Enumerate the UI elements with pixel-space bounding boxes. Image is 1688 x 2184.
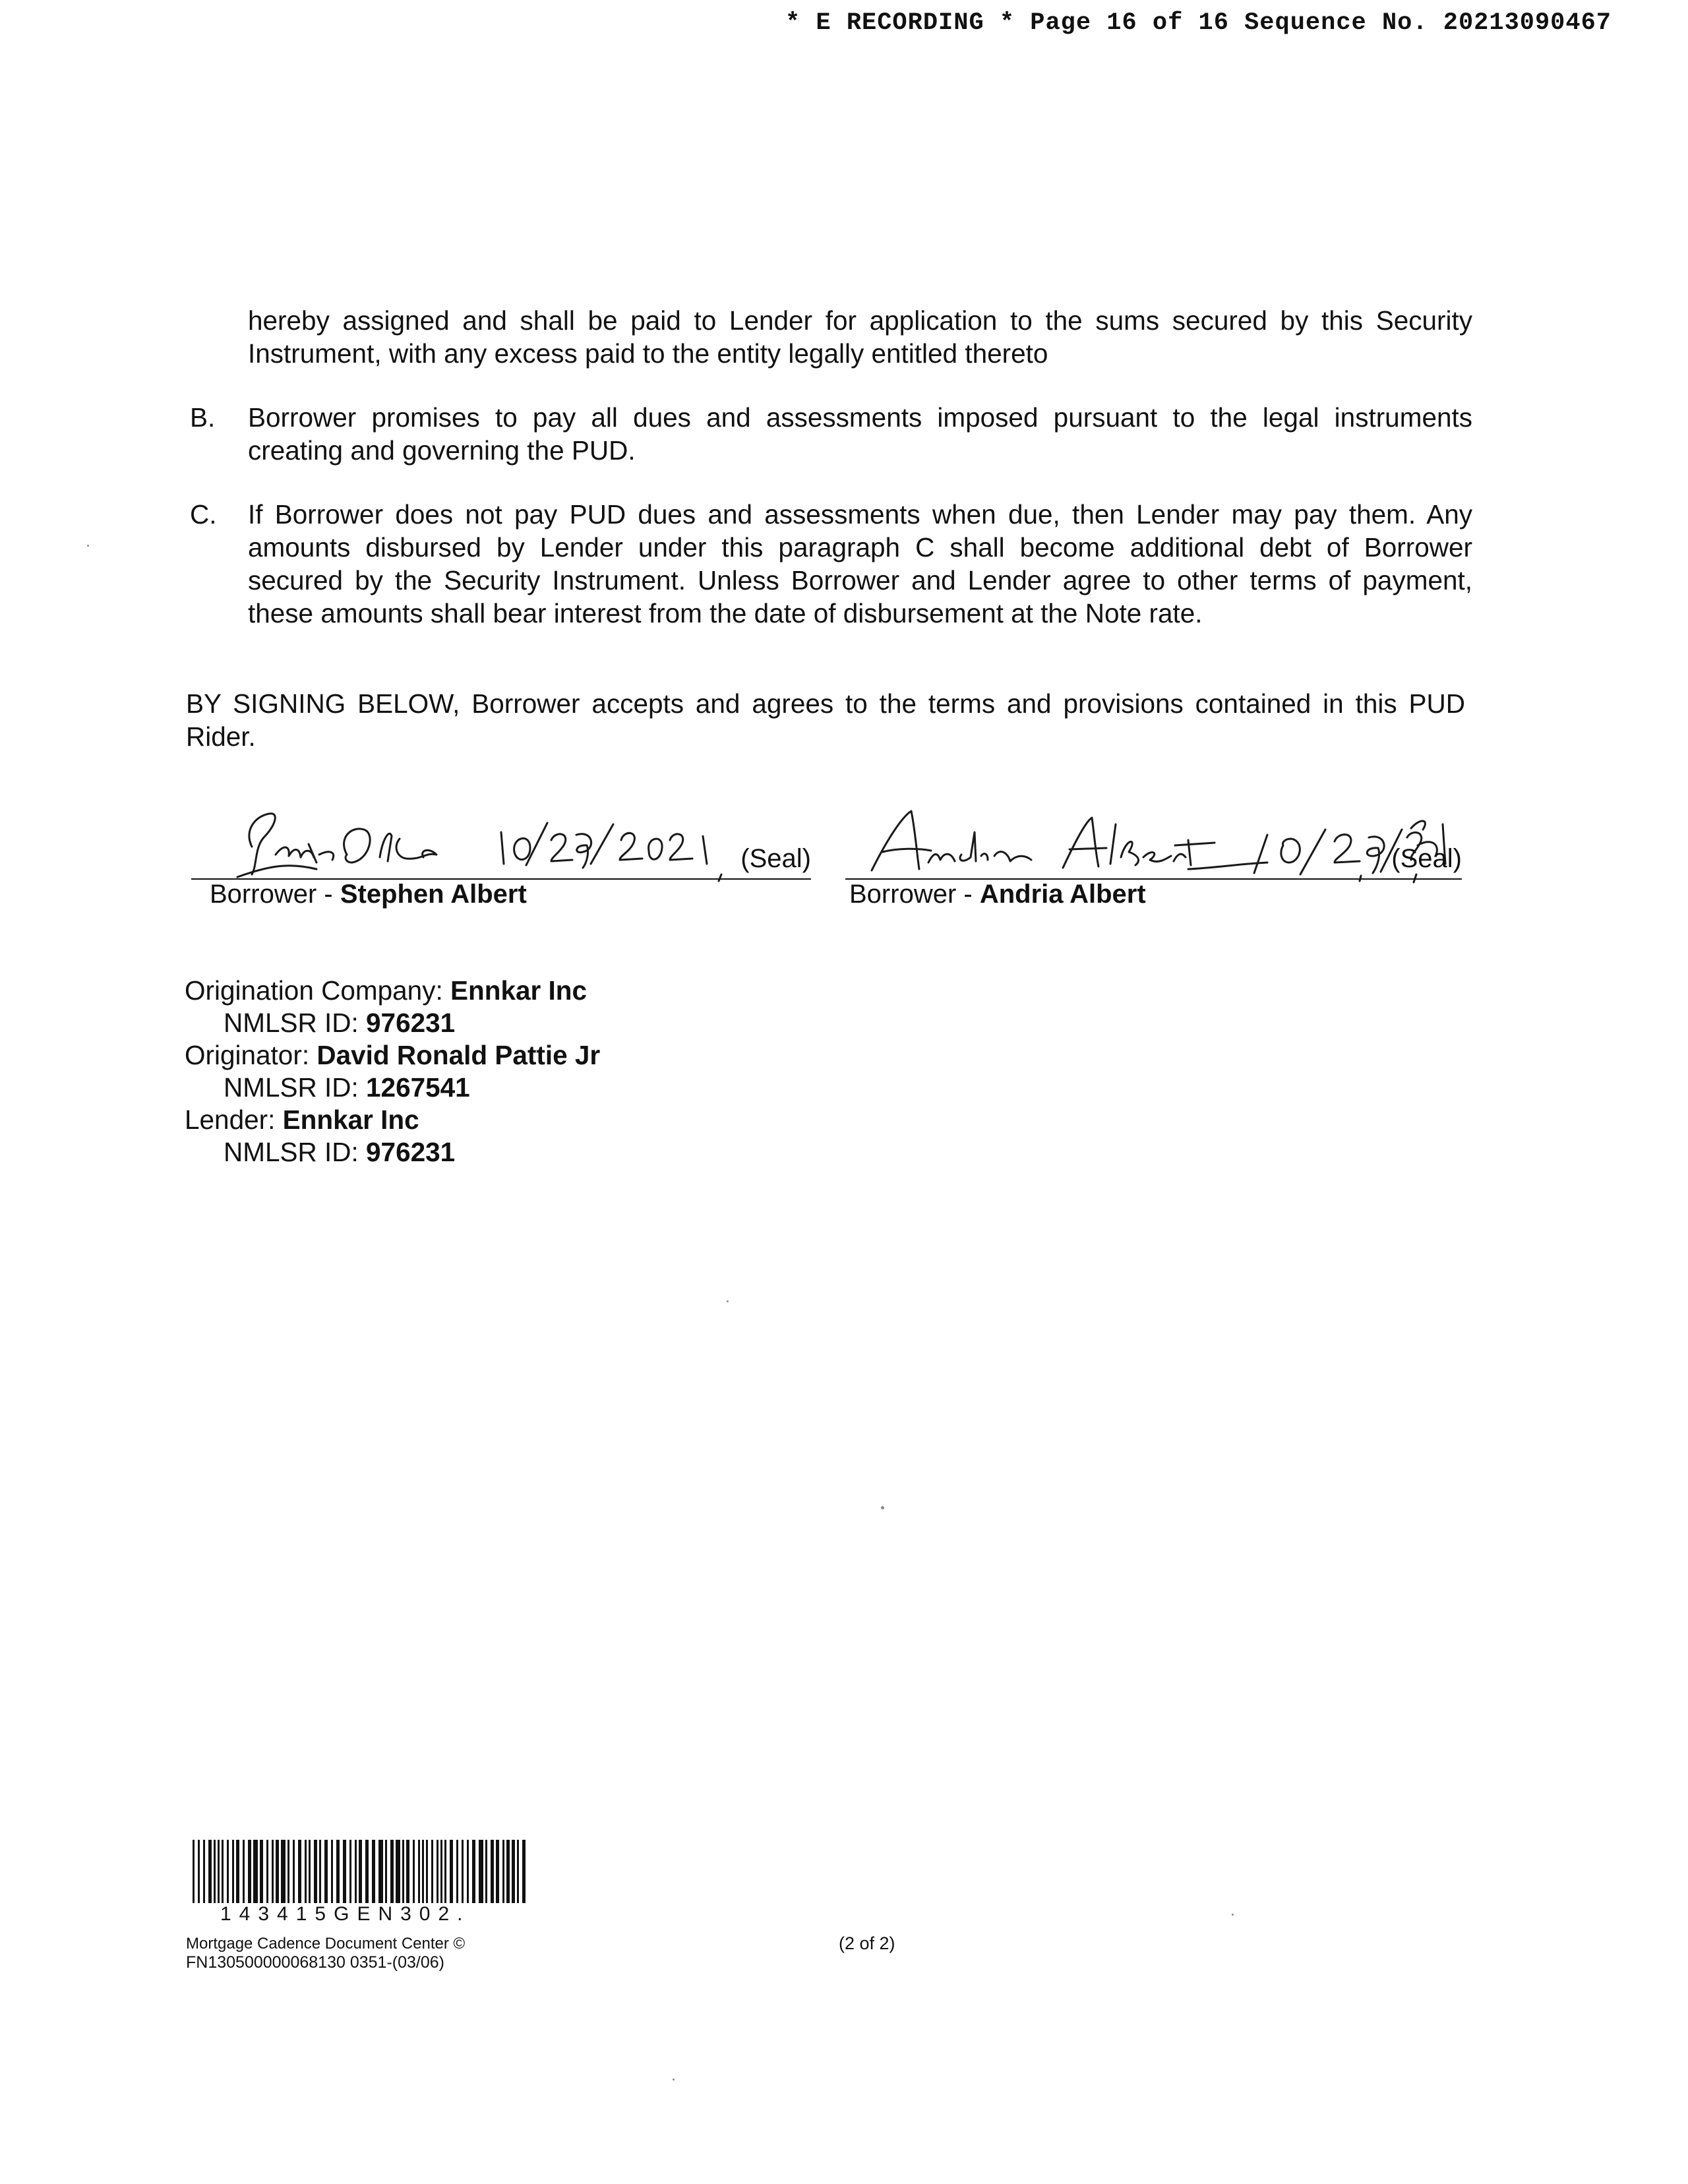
item-text: If Borrower does not pay PUD dues and assessments when due, then Lender may pay them. Any amounts disbursed by Lender under this paragraph C shall become additional debt of Borrower secured by the Security Instrument. Unless Borrower and Lender agree to other terms of payment, these amounts shall bear interest from the date of disbursement at the Note rate.: [248, 499, 1472, 628]
barcode-bar: [208, 1840, 212, 1903]
scan-speck: [881, 1506, 884, 1509]
barcode-bar: [472, 1840, 475, 1903]
barcode-bar: [440, 1840, 442, 1903]
list-item-c: [190, 498, 1472, 630]
barcode-bar: [437, 1840, 438, 1903]
handwritten-signature: [845, 791, 1462, 884]
signer-caption: [849, 880, 1146, 909]
barcode-bar: [418, 1840, 420, 1903]
barcode-bar: [479, 1840, 483, 1903]
doc-center-label: Mortgage Cadence Document Center ©: [186, 1935, 466, 1953]
barcode-bar: [222, 1840, 224, 1903]
barcode-bar: [431, 1840, 433, 1903]
signer-prefix: Borrower -: [210, 880, 340, 909]
item-text: Borrower promises to pay all dues and assessments imposed pursuant to the legal instruments creating and governing the PUD.: [248, 402, 1472, 466]
lender-name: Ennkar Inc: [282, 1105, 419, 1135]
signer-name: Stephen Albert: [340, 880, 527, 909]
barcode-bar: [243, 1840, 245, 1903]
barcode-bar: [456, 1840, 458, 1903]
scan-speck: [87, 545, 89, 547]
barcode-bar: [402, 1840, 404, 1903]
signer-caption: [210, 880, 527, 909]
lender-nmlsr-row: [185, 1136, 600, 1168]
item-letter: C.: [190, 499, 217, 530]
barcode-bar: [276, 1840, 279, 1903]
barcode-bar: [355, 1840, 357, 1903]
barcode-bar: [502, 1840, 504, 1903]
barcode-bar: [266, 1840, 268, 1903]
barcode-bar: [314, 1840, 317, 1903]
signature-block-stephen: [191, 791, 811, 917]
barcode-bar: [390, 1840, 394, 1903]
originator-nmlsr-id: 1267541: [366, 1072, 470, 1103]
recording-header: * E RECORDING * Page 16 of 16 Sequence No. 20213090467: [785, 9, 1612, 37]
company-nmlsr-id: 976231: [366, 1008, 456, 1038]
field-label: NMLSR ID:: [224, 1072, 367, 1103]
barcode-bar: [496, 1840, 499, 1903]
field-label: Lender:: [185, 1105, 283, 1135]
barcode-bar: [349, 1840, 351, 1903]
page-of-label: (2 of 2): [839, 1933, 895, 1953]
barcode-bar: [193, 1840, 195, 1903]
barcode-bar: [203, 1840, 205, 1903]
barcode-bar: [336, 1840, 340, 1903]
field-label: Origination Company:: [185, 975, 450, 1006]
list-item-b: [190, 401, 1472, 467]
barcode-bar: [287, 1840, 289, 1903]
barcode-bar: [517, 1840, 519, 1903]
barcode-bar: [324, 1840, 328, 1903]
seal-label: (Seal): [1391, 844, 1462, 873]
barcode-bar: [359, 1840, 362, 1903]
barcode-bar: [298, 1840, 301, 1903]
barcode-bar: [522, 1840, 526, 1903]
barcode-bar: [293, 1840, 295, 1903]
originator-name: David Ronald Pattie Jr: [316, 1040, 601, 1070]
scan-speck: [1232, 1914, 1234, 1916]
continuation-paragraph: hereby assigned and shall be paid to Lender for application to the sums secured by this Security Instrument, with any excess paid to the entity legally entitled thereto: [248, 305, 1472, 369]
field-label: NMLSR ID:: [224, 1137, 367, 1167]
barcode-bar: [506, 1840, 510, 1903]
barcode-bar: [444, 1840, 446, 1903]
scan-speck: [673, 2078, 675, 2080]
seal-label: (Seal): [740, 844, 811, 873]
barcode-bar: [305, 1840, 307, 1903]
barcode-bar: [491, 1840, 494, 1903]
barcode-bar: [422, 1840, 424, 1903]
barcode-bar: [281, 1840, 286, 1903]
barcode-bar: [462, 1840, 464, 1903]
barcode-bar: [485, 1840, 487, 1903]
origination-company: Ennkar Inc: [450, 975, 588, 1006]
form-number: FN130500000068130 0351-(03/06): [186, 1953, 444, 1972]
item-letter: B.: [190, 402, 216, 433]
barcode-bar: [253, 1840, 258, 1903]
scan-speck: [727, 1300, 729, 1302]
barcode-bar: [406, 1840, 409, 1903]
barcode-bar: [214, 1840, 216, 1903]
origination-company-row: [185, 975, 600, 1007]
barcode-bar: [331, 1840, 333, 1903]
originator-row: [185, 1039, 600, 1072]
barcode-bar: [343, 1840, 346, 1903]
barcode-bar: [232, 1840, 234, 1903]
originator-nmlsr-row: [185, 1072, 600, 1104]
barcode-bar: [272, 1840, 274, 1903]
barcode-bar: [365, 1840, 369, 1903]
signature-block-andria: [845, 791, 1462, 917]
lender-row: [185, 1104, 600, 1136]
barcode-bar: [426, 1840, 428, 1903]
barcode-text: 143415GEN302.: [220, 1903, 471, 1925]
barcode-bar: [467, 1840, 469, 1903]
field-label: NMLSR ID:: [224, 1008, 367, 1038]
handwritten-signature: [191, 791, 811, 884]
barcode-bar: [319, 1840, 321, 1903]
barcode-bar: [248, 1840, 251, 1903]
field-label: Originator:: [185, 1040, 317, 1070]
barcode-bar: [198, 1840, 200, 1903]
barcode-bar: [378, 1840, 383, 1903]
company-nmlsr-row: [185, 1007, 600, 1039]
origination-info: [185, 975, 600, 1168]
signer-name: Andria Albert: [979, 880, 1146, 909]
barcode: [193, 1840, 530, 1903]
signer-prefix: Borrower -: [849, 880, 980, 909]
barcode-bar: [227, 1840, 229, 1903]
barcode-bar: [372, 1840, 375, 1903]
barcode-bar: [236, 1840, 239, 1903]
barcode-bar: [218, 1840, 220, 1903]
barcode-bar: [260, 1840, 263, 1903]
lender-nmlsr-id: 976231: [366, 1137, 456, 1167]
barcode-bar: [309, 1840, 311, 1903]
barcode-bar: [413, 1840, 415, 1903]
barcode-bar: [385, 1840, 387, 1903]
barcode-bar: [512, 1840, 515, 1903]
barcode-bar: [396, 1840, 400, 1903]
barcode-bar: [450, 1840, 453, 1903]
signing-statement: BY SIGNING BELOW, Borrower accepts and agrees to the terms and provisions contained in this PUD Rider.: [186, 688, 1465, 752]
